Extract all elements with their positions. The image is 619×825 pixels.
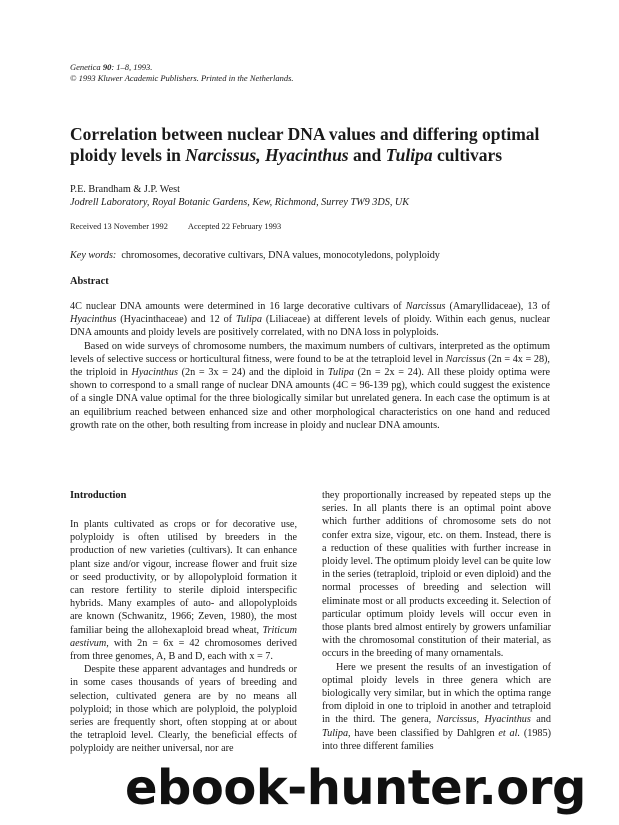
abstract-body <box>70 300 550 432</box>
body-paragraph: Despite these apparent advantages and hundreds or in some cases thousands of years of breeding and selection, cultivated genera are by no means all polyploid; in those which are polyploid, the polyploid series are frequently short, often stopping at or about the tetraploid level. Clearly, the beneficial effects of polyploidy are neither universal, nor are <box>70 664 297 755</box>
keywords-label: Key words: <box>70 250 117 261</box>
right-column <box>322 489 551 753</box>
journal-volume-line: Genetica 90: 1–8, 1993. <box>70 62 153 72</box>
watermark: ebook-hunter.org <box>125 760 586 816</box>
paper-title: Correlation between nuclear DNA values and differing optimal ploidy levels in Narcissus, Hyacinthus and Tulipa cultivars <box>70 124 540 165</box>
body-paragraph: they proportionally increased by repeated steps up the series. In all plants there is an optimal point above which further additions of chromosome sets do not confer extra size, vigour, etc. on them. Instead, there is a reduction of these qualities with further increase in ploidy level. The optimum ploidy level can be quite low in the series (tetraploid, triploid or even diploid) and the normal processes of breeding and selection will eliminate most or all products exceeding it. Selection of particular optimum ploidy levels will occur even in those plants bred almost entirely by growers unfamiliar with the chromosomal constitution of their material, as occurs in the breeding of many ornamentals. <box>322 490 551 660</box>
submission-dates <box>70 221 370 232</box>
accepted-date: Accepted 22 February 1993 <box>187 222 282 231</box>
keywords <box>70 249 550 262</box>
authors: P.E. Brandham & J.P. West <box>70 184 180 195</box>
journal-citation <box>70 62 370 84</box>
copyright-line: © 1993 Kluwer Academic Publishers. Printed in the Netherlands. <box>70 73 294 83</box>
abstract-paragraph: 4C nuclear DNA amounts were determined in 16 large decorative cultivars of Narcissus (Amaryllidaceae), 13 of Hyacinthus (Hyacinthaceae) and 12 of Tulipa (Liliaceae) at different levels of ploidy. Within each genus, nuclear DNA amounts and ploidy levels are positively correlated, with no DNA loss in polyploids. <box>70 301 550 339</box>
abstract-paragraph: Based on wide surveys of chromosome numbers, the maximum numbers of cultivars, interpreted as the optimum levels of selective success or horticultural fitness, were found to be at the tetraploid level in Narcissus (2n = 4x = 28), the triploid in Hyacinthus (2n = 3x = 24) and the diploid in Tulipa (2n = 2x = 24). All these ploidy optima were shown to correspond to a small range of nuclear DNA amounts (4C = 96-139 pg), which could suggest the existence of a single DNA value optimal for the three biologically similar but unrelated genera. In each case the optimum is at an equilibrium reached between enhanced size and other morphological characteristics on one hand and reduced growth rate on the other, both resulting from increase in ploidy and nuclear DNA amounts. <box>70 340 550 431</box>
keywords-text: chromosomes, decorative cultivars, DNA values, monocotyledons, polyploidy <box>121 250 440 261</box>
introduction-heading: Introduction <box>70 490 127 501</box>
body-paragraph: Here we present the results of an investigation of optimal ploidy levels in three genera which are biologically very similar, but in which the optima range from diploid in one to triploid in another and tetraploid in the third. The genera, Narcissus, Hyacinthus and Tulipa, have been classified by Dahlgren et al. (1985) into three different families <box>322 661 551 752</box>
left-column <box>70 518 297 756</box>
abstract-heading: Abstract <box>70 276 109 287</box>
affiliation: Jodrell Laboratory, Royal Botanic Gardens, Kew, Richmond, Surrey TW9 3DS, UK <box>70 197 410 208</box>
body-paragraph: In plants cultivated as crops or for decorative use, polyploidy is often utilised by breeders in the production of new varieties (cultivars). It can enhance plant size and/or vigour, increase flower and fruit size or seed productivity, or by allopolyploid formation it can restore fertility to sterile diploid interspecific hybrids. Many examples of auto- and allopolyploids are known (Schwanitz, 1966; Zeven, 1980), the most familiar being the allohexaploid bread wheat, Triticum aestivum, with 2n = 6x = 42 chromosomes derived from three genomes, A, B and D, each with x = 7. <box>70 519 297 663</box>
received-date: Received 13 November 1992 <box>70 222 168 231</box>
